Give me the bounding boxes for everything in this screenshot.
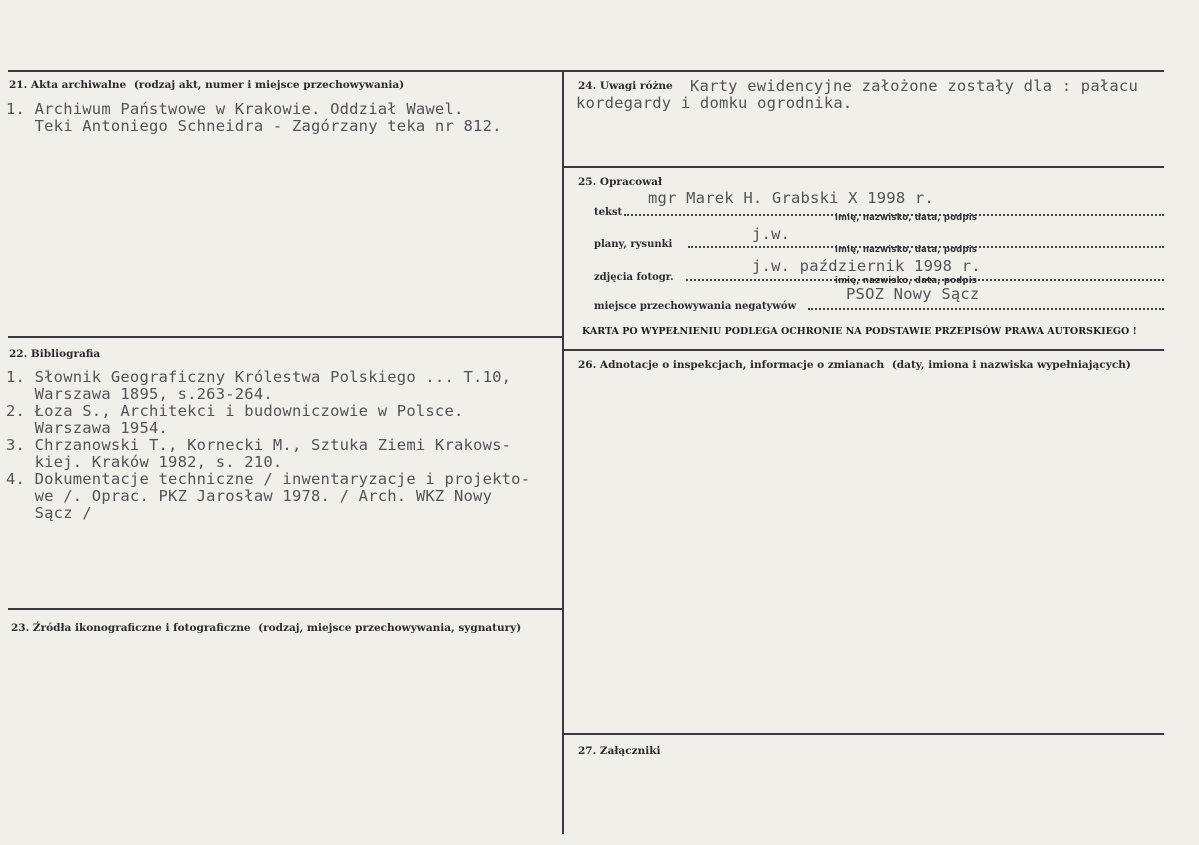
section-27-label: 27. Załączniki	[578, 745, 661, 757]
bibliography-line-6: kiej. Kraków 1982, s. 210.	[6, 453, 283, 471]
field-miejsce-value: PSOZ Nowy Sącz	[846, 285, 980, 303]
bibliography-line-8: we /. Oprac. PKZ Jarosław 1978. / Arch. WKZ Nowy	[6, 487, 493, 505]
section-25-label: 25. Opracował	[578, 176, 663, 188]
field-zdjecia-label: zdjęcia fotogr.	[594, 272, 674, 283]
bibliography-line-4: Warszawa 1954.	[6, 419, 169, 437]
field-tekst-caption: imię, nazwisko, data, podpis	[835, 213, 978, 223]
bibliography-line-9: Sącz /	[6, 504, 92, 522]
divider-25-26	[564, 349, 1164, 351]
bibliography-line-2: Warszawa 1895, s.263-264.	[6, 385, 273, 403]
section-24-label: 24. Uwagi różne	[578, 80, 673, 92]
section-22-label: 22. Bibliografia	[9, 348, 101, 360]
section-23-title: 23. Źródła ikonograficzne i fotograficzne	[11, 622, 251, 634]
section-21-subtitle: (rodzaj akt, numer i miejsce przechowywania)	[133, 79, 405, 91]
section-23-subtitle: (rodzaj, miejsce przechowywania, sygnatury)	[258, 622, 522, 634]
remarks-line-1: Karty ewidencyjne założone zostały dla : pałacu	[690, 77, 1138, 95]
center-divider	[562, 70, 564, 834]
remarks-line-2: kordegardy i domku ogrodnika.	[576, 94, 853, 112]
top-rule	[8, 70, 1164, 72]
field-plany-caption: imię, nazwisko, data, podpis	[835, 245, 978, 255]
field-miejsce-line	[808, 308, 1164, 310]
copyright-notice: KARTA PO WYPEŁNIENIU PODLEGA OCHRONIE NA PODSTAWIE PRZEPISÓW PRAWA AUTORSKIEGO !	[582, 326, 1137, 337]
bibliography-line-5: 3. Chrzanowski T., Kornecki M., Sztuka Ziemi Krakows-	[6, 436, 512, 454]
bibliography-line-1: 1. Słownik Geograficzny Królestwa Polskiego ... T.10,	[6, 368, 512, 386]
section-26-label	[578, 359, 1131, 371]
divider-21-22	[8, 336, 562, 338]
field-plany-label: plany, rysunki	[594, 239, 673, 250]
section-21-line-2: Teki Antoniego Schneidra - Zagórzany teka nr 812.	[6, 117, 502, 135]
divider-26-27	[564, 733, 1164, 735]
section-23-label	[11, 622, 521, 634]
section-26-title: 26. Adnotacje o inspekcjach, informacje o zmianach	[578, 359, 885, 371]
section-21-line-1: 1. Archiwum Państwowe w Krakowie. Oddział Wawel.	[6, 100, 464, 118]
field-miejsce-label: miejsce przechowywania negatywów	[594, 301, 797, 312]
bibliography-line-3: 2. Łoza S., Architekci i budowniczowie w Polsce.	[6, 402, 464, 420]
field-tekst-label: tekst	[594, 207, 623, 218]
divider-22-23	[8, 608, 562, 610]
field-zdjecia-value: j.w. październik 1998 r.	[752, 257, 981, 275]
bibliography-line-7: 4. Dokumentacje techniczne / inwentaryzacje i projekto-	[6, 470, 531, 488]
section-21-title: 21. Akta archiwalne	[9, 79, 127, 91]
divider-24-25	[564, 166, 1164, 168]
section-26-subtitle: (daty, imiona i nazwiska wypełniających)	[891, 359, 1131, 371]
field-zdjecia-caption: imię, nazwisko, data, podpis	[835, 276, 978, 286]
field-tekst-value: mgr Marek H. Grabski X 1998 r.	[648, 189, 934, 207]
field-plany-value: j.w.	[752, 225, 791, 243]
section-21-label	[9, 79, 404, 91]
